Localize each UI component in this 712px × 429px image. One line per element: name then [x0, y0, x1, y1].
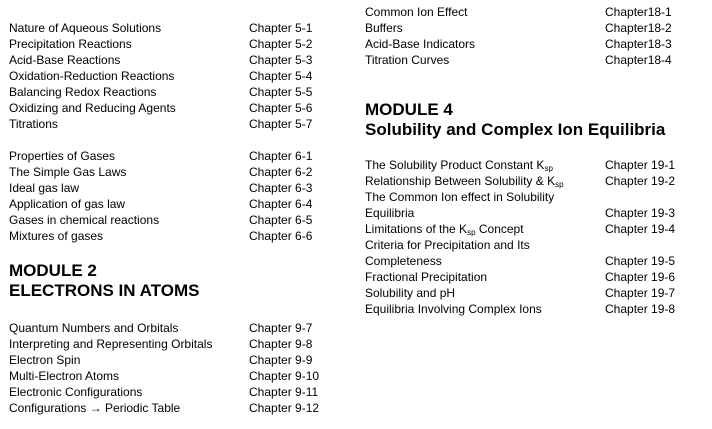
chapter-ref: Chapter 9-8: [249, 337, 313, 351]
chapter-ref: Chapter 5-5: [249, 85, 313, 99]
topic: Acid-Base Indicators: [365, 37, 476, 51]
topic: Common Ion Effect: [365, 5, 468, 19]
list-item: [9, 196, 354, 212]
chapter-ref: Chapter 5-7: [249, 117, 313, 131]
topic: Oxidation-Reduction Reactions: [9, 69, 175, 83]
list-item: [365, 4, 710, 20]
list-item: [9, 148, 354, 164]
topic: Application of gas law: [9, 197, 126, 211]
topic: Buffers: [365, 21, 403, 35]
module-title: ELECTRONS IN ATOMS: [9, 281, 200, 300]
topic: Gases in chemical reactions: [9, 213, 160, 227]
module-4-heading: [365, 100, 710, 140]
list-item: [9, 320, 354, 336]
topic: Electronic Configurations: [9, 385, 143, 399]
topic: Completeness: [365, 254, 442, 268]
list-item: [9, 36, 354, 52]
chapter-ref: Chapter 5-1: [249, 21, 313, 35]
chapter-18-list: [365, 4, 710, 68]
topic: Quantum Numbers and Orbitals: [9, 321, 179, 335]
chapter-ref: Chapter 19-6: [605, 270, 676, 284]
chapter-ref: Chapter 19-3: [605, 206, 676, 220]
list-item: [9, 228, 354, 244]
topic: Precipitation Reactions: [9, 37, 132, 51]
right-column: [365, 0, 710, 317]
chapter-ref: Chapter 9-9: [249, 353, 313, 367]
chapter-ref: Chapter 6-2: [249, 165, 313, 179]
list-item: [365, 205, 710, 221]
chapter-6-list: [9, 148, 354, 244]
topic: The Common Ion effect in Solubility: [365, 190, 555, 204]
topic: Titration Curves: [365, 53, 450, 67]
chapter-ref: Chapter 9-7: [249, 321, 313, 335]
topic: Balancing Redox Reactions: [9, 85, 157, 99]
list-item: [9, 20, 354, 36]
chapter-19-list: [365, 157, 710, 317]
topic: Electron Spin: [9, 353, 81, 367]
list-item: [9, 336, 354, 352]
topic: Limitations of the $K_{sp}$ Concept: [365, 222, 524, 237]
topic: Properties of Gases: [9, 149, 116, 163]
list-item: [9, 164, 354, 180]
list-item: [365, 157, 710, 173]
chapter-ref: Chapter 9-11: [249, 385, 319, 399]
list-item: [365, 20, 710, 36]
list-item: [9, 84, 354, 100]
chapter-ref: Chapter 6-1: [249, 149, 313, 163]
topic: Configurations → Periodic Table: [9, 401, 181, 415]
chapter-ref: Chapter 6-5: [249, 213, 313, 227]
list-item: [9, 212, 354, 228]
topic: Titrations: [9, 117, 58, 131]
chapter-ref: Chapter 6-3: [249, 181, 313, 195]
chapter-5-list: [9, 20, 354, 132]
topic: The Simple Gas Laws: [9, 165, 127, 179]
list-item: [365, 173, 710, 189]
module-2-heading: [9, 261, 354, 301]
list-item: [9, 100, 354, 116]
list-item: [365, 253, 710, 269]
chapter-ref: Chapter18-3: [605, 37, 672, 51]
chapter-ref: Chapter 19-2: [605, 174, 676, 188]
topic: Acid-Base Reactions: [9, 53, 121, 67]
topic: Equilibria Involving Complex Ions: [365, 302, 542, 316]
chapter-ref: Chapter 19-5: [605, 254, 676, 268]
topic: Oxidizing and Reducing Agents: [9, 101, 176, 115]
chapter-ref: Chapter 6-4: [249, 197, 313, 211]
chapter-ref: Chapter 19-8: [605, 302, 676, 316]
list-item: [365, 237, 710, 253]
chapter-ref: Chapter 9-10: [249, 369, 320, 383]
list-item: [365, 285, 710, 301]
topic: Equilibria: [365, 206, 415, 220]
topic: Ideal gas law: [9, 181, 80, 195]
chapter-ref: Chapter 5-4: [249, 69, 313, 83]
chapter-9-list: [9, 320, 354, 416]
topic: Relationship Between Solubility & $K_{sp}$: [365, 174, 564, 189]
list-item: [9, 384, 354, 400]
list-item: [9, 368, 354, 384]
topic: Mixtures of gases: [9, 229, 104, 243]
chapter-ref: Chapter 19-1: [605, 158, 676, 172]
topic: Criteria for Precipitation and Its: [365, 238, 530, 252]
list-item: [9, 52, 354, 68]
list-item: [365, 301, 710, 317]
chapter-ref: Chapter 6-6: [249, 229, 313, 243]
module-title: Solubility and Complex Ion Equilibria: [365, 120, 666, 139]
topic: The Solubility Product Constant $K_{sp}$: [365, 158, 553, 173]
list-item: [9, 68, 354, 84]
list-item: [9, 352, 354, 368]
chapter-ref: Chapter18-1: [605, 5, 672, 19]
list-item: [365, 189, 710, 205]
list-item: [365, 36, 710, 52]
chapter-ref: Chapter18-2: [605, 21, 672, 35]
left-column: [9, 0, 354, 416]
topic: Interpreting and Representing Orbitals: [9, 337, 213, 351]
list-item: [9, 116, 354, 132]
list-item: [365, 52, 710, 68]
chapter-ref: Chapter 9-12: [249, 401, 320, 415]
topic: Multi-Electron Atoms: [9, 369, 120, 383]
topic: Fractional Precipitation: [365, 270, 488, 284]
chapter-ref: Chapter 19-4: [605, 222, 676, 236]
chapter-ref: Chapter18-4: [605, 53, 672, 67]
topic: Solubility and pH: [365, 286, 456, 300]
module-number: MODULE 2: [9, 261, 97, 280]
module-number: MODULE 4: [365, 100, 453, 119]
chapter-ref: Chapter 5-3: [249, 53, 313, 67]
list-item: [365, 269, 710, 285]
topic: Nature of Aqueous Solutions: [9, 21, 162, 35]
chapter-ref: Chapter 19-7: [605, 286, 676, 300]
list-item: [9, 180, 354, 196]
list-item: [365, 221, 710, 237]
chapter-ref: Chapter 5-6: [249, 101, 313, 115]
chapter-ref: Chapter 5-2: [249, 37, 313, 51]
list-item: [9, 400, 354, 416]
